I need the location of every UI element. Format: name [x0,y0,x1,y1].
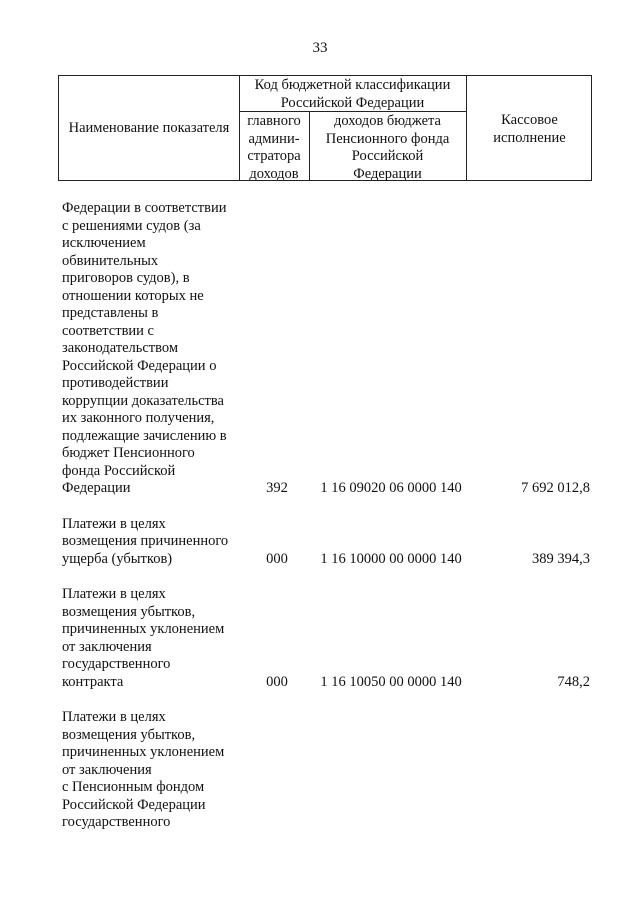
header-code-group: Код бюджетной классификации Российской Федерации [254,77,451,111]
indicator-name: Платежи в целях возмещения убытков, причиненных уклонением от заключения с Пенсионным фондом Российской Федерации государственного [62,709,225,830]
indicator-name: Платежи в целях возмещения убытков, причиненных уклонением от заключения государственного контракта [62,586,225,690]
header-admin-column: главного админи- стратора доходов [247,113,301,182]
header-name-column: Наименование показателя [68,120,230,136]
execution-amount: 7 692 012,8 [521,480,590,496]
table-row [62,516,590,569]
table-header [58,75,592,181]
header-income-column: доходов бюджета Пенсионного фонда Российской Федерации [325,113,450,182]
table-row [62,200,590,498]
admin-code: 000 [266,550,288,567]
admin-code: 000 [266,673,288,690]
table-body [62,200,590,832]
table-row [62,709,590,832]
page-number: 33 [312,40,328,56]
header-execution-column: Кассовое исполнение [493,112,566,146]
indicator-name: Федерации в соответствии с решениями судов (за исключением обвинительных приговоров судов), в отношении которых не представлены в соответствии с законодательством Российской Федерации о противодействии коррупции доказательства их законного получения, подлежащие зачислению в бюджет Пенсионного фонда Российской Федерации [62,200,227,496]
budget-code: 1 16 10050 00 0000 140 [320,673,462,690]
execution-amount: 748,2 [557,673,590,690]
execution-amount: 389 394,3 [532,550,590,567]
indicator-name: Платежи в целях возмещения причиненного ущерба (убытков) [62,515,229,567]
admin-code: 392 [266,480,288,496]
budget-code: 1 16 09020 06 0000 140 [320,480,462,496]
table-row [62,586,590,691]
budget-code: 1 16 10000 00 0000 140 [320,550,462,567]
